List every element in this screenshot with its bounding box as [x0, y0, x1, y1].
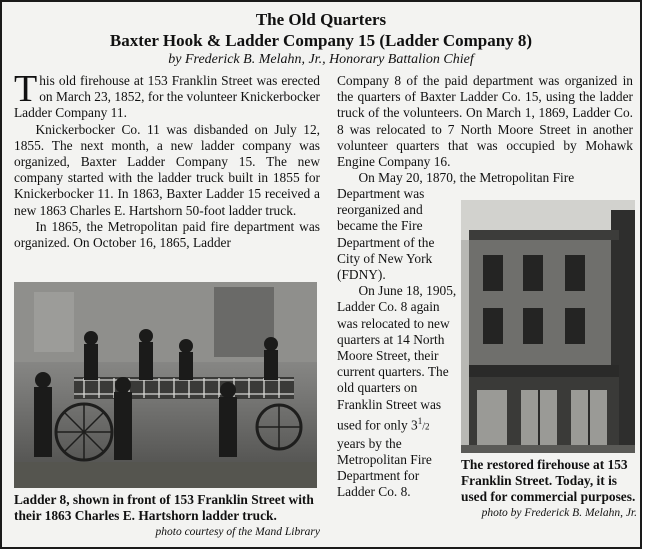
- article-byline: by Frederick B. Melahn, Jr., Honorary Battalion Chief: [168, 52, 474, 67]
- fraction-numerator: 1: [417, 415, 423, 426]
- restored-firehouse-photo: [461, 200, 635, 453]
- paragraph-3: In 1865, the Metropolitan paid fire department was organized. On October 16, 1865, Ladder: [14, 218, 320, 251]
- paragraph-5-intro: On May 20, 1870, the Metropolitan Fire: [358, 170, 575, 186]
- column-2: [337, 73, 633, 186]
- photo-credit-mand-library: photo courtesy of the Mand Library: [155, 526, 320, 538]
- paragraph-2: Knickerbocker Co. 11 was disbanded on July 12, 1855. The next month, a new ladder company was organized, Baxter Ladder Company 15. The new company started with the ladder truck built in 1855 for Knickerbocker 11. In 1863, Baxter Ladder 15 received a new 1863 Charles E. Hartshorn 50-foot ladder truck.: [14, 121, 320, 218]
- fraction-denominator: 2: [425, 421, 430, 432]
- paragraph-5-rest: Department was reorganized and became the Fire Department of the City of New York (FDNY).: [337, 186, 435, 283]
- ladder-truck-photo: [14, 282, 317, 488]
- article-subtitle: Baxter Hook & Ladder Company 15 (Ladder Company 8): [109, 31, 533, 50]
- ladder-truck-illustration: [14, 282, 317, 488]
- column-2-narrow: [337, 186, 457, 500]
- column-1: [14, 68, 320, 251]
- caption-ladder-truck-text: Ladder 8, shown in front of 153 Franklin Street with their 1863 Charles E. Hartshorn ladder truck.: [14, 492, 314, 523]
- paragraph-6-text-a: On June 18, 1905, Ladder Co. 8 again was relocated to new quarters at 14 North Moore Street, their current quarters. The old quarters on Franklin Street was used for only 3: [337, 283, 457, 433]
- paragraph-6-text-b: years by the Metropolitan Fire Department for Ladder Co. 8.: [337, 435, 432, 500]
- paragraph-1: [14, 68, 320, 122]
- paragraph-4: Company 8 of the paid department was organized in the quarters of Baxter Ladder Co. 15, using the ladder truck of the volunteers. On March 1, 1869, Ladder Co. 8 was relocated to 7 North Moore Street in another volunteer quarters that was occupied by Mohawk Engine Company 16.: [337, 73, 633, 170]
- caption-firehouse-text: The restored firehouse at 153 Franklin Street. Today, it is used for commercial purposes.: [461, 457, 636, 504]
- caption-ladder-truck: [14, 492, 320, 538]
- caption-firehouse: [461, 457, 637, 521]
- photo-credit-melahn: photo by Frederick B. Melahn, Jr.: [481, 507, 637, 519]
- firehouse-illustration: [461, 200, 635, 453]
- paragraph-6: On June 18, 1905, Ladder Co. 8 again was relocated to new quarters at 14 North Moore Street, their current quarters. The old quarters on Franklin Street was used for only $3^1/2$ years by the Metropolitan Fire Department for Ladder Co. 8.: [337, 283, 457, 500]
- article-title: The Old Quarters: [255, 10, 387, 29]
- paragraph-1-text: his old firehouse at 153 Franklin Street was erected on March 23, 1852, for the volunteer Knickerbocker Ladder Company 11.: [14, 73, 320, 121]
- drop-cap: T: [14, 68, 38, 110]
